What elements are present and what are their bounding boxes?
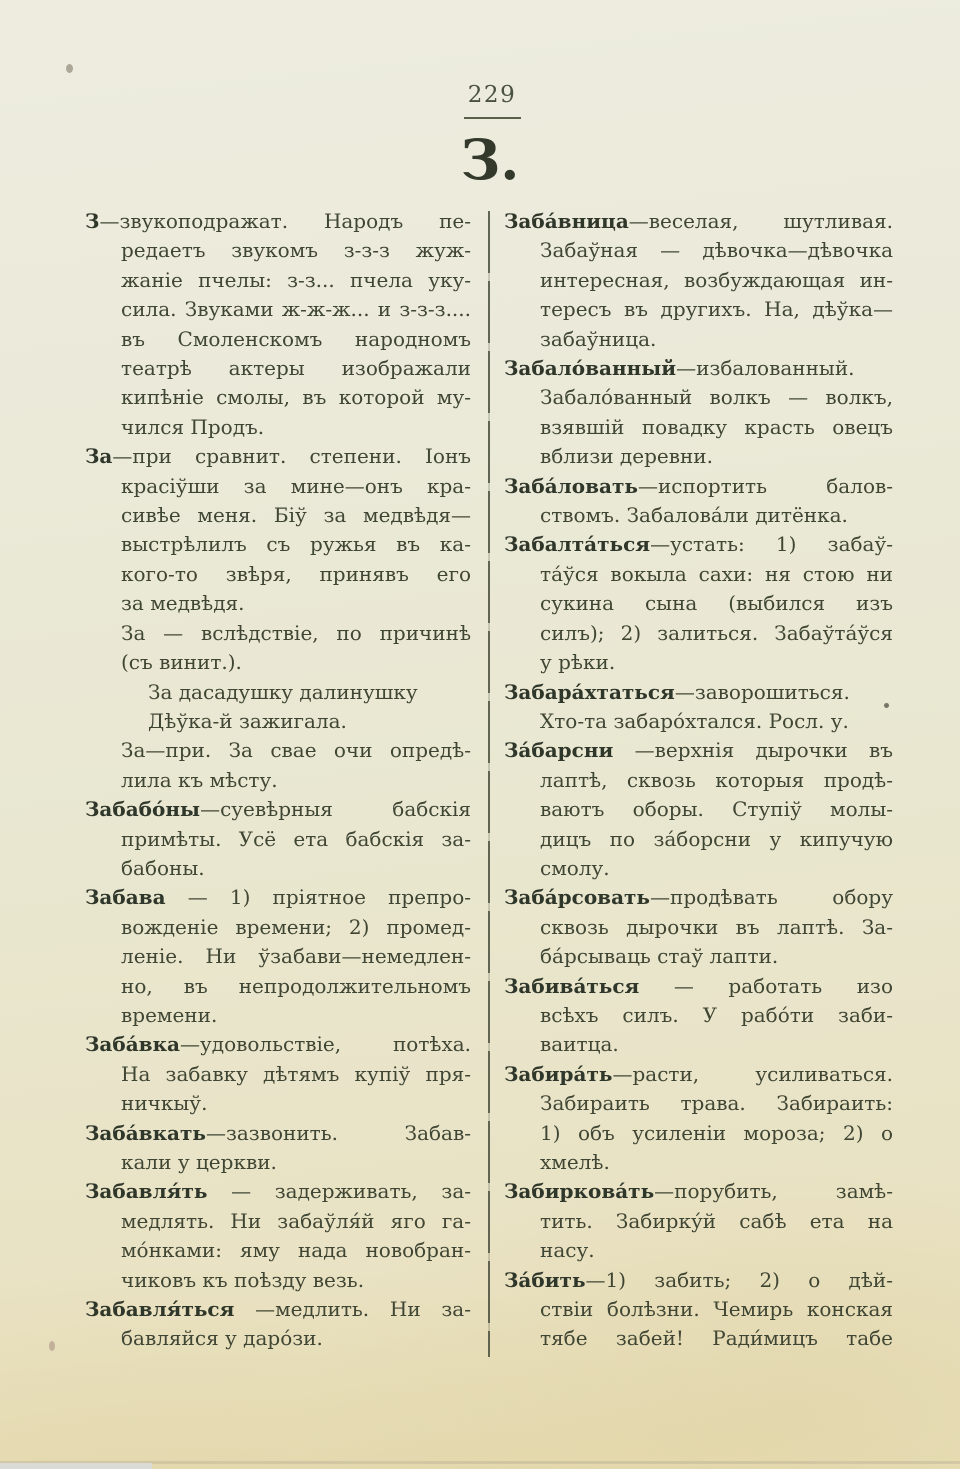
paper-speck — [66, 64, 73, 73]
entry-line: красіўши за мине—онъ кра- — [121, 473, 471, 498]
page-number: 229 — [467, 82, 517, 108]
entry-line: смолу. — [540, 855, 610, 880]
entry-line: выстрѣлилъ съ ружья въ ка- — [121, 532, 471, 557]
entry-line: та́ўся вокыла сахи: ня стою ни — [540, 561, 893, 586]
entry-line: интересная, возбуждающая ин- — [540, 267, 893, 292]
entry-line: За́барсни —верхнія дырочки въ — [504, 738, 893, 763]
entry-line: За дасадушку далинушку — [148, 679, 418, 704]
dictionary-entry — [85, 1119, 471, 1178]
entry-headword: Забава — [85, 885, 166, 910]
entry-headword: Забиркова́ть — [504, 1179, 655, 1204]
entry-line: кали у церкви. — [121, 1150, 277, 1174]
dictionary-entry — [85, 442, 471, 618]
entry-line: Дѣўка-й зажигала. — [148, 708, 347, 733]
entry-headword: Заба́вкать — [85, 1120, 206, 1145]
entry-line: за медвѣдя. — [121, 591, 245, 616]
entry-headword: Заба́вка — [85, 1032, 180, 1057]
entry-headword: Забабо́ны — [85, 797, 201, 822]
entry-line: Забабо́ны—суевѣрныя бабскія — [85, 797, 471, 822]
entry-line: За—при. За свае очи опредѣ- — [121, 738, 471, 763]
dictionary-entry — [85, 678, 471, 737]
entry-line: Забало́ванный—избалованный. — [504, 356, 855, 381]
entry-line: тересъ въ другихъ. На, дѣўка— — [540, 297, 893, 322]
entry-line: театрѣ актеры изображали — [121, 356, 471, 381]
entry-headword: Забара́хтаться — [504, 679, 675, 704]
entry-headword: З — [85, 209, 100, 233]
entry-line: Заба́рсовать—продѣвать обору — [504, 885, 893, 910]
entry-line: жаніе пчелы: з-з... пчела уку- — [121, 267, 471, 292]
entry-line: лила къ мѣсту. — [121, 767, 278, 792]
entry-line: 1) объ усиленіи мороза; 2) о — [540, 1120, 893, 1145]
dictionary-entry — [85, 1295, 471, 1354]
entry-line: лаптѣ, сквозь которыя продѣ- — [540, 767, 893, 792]
entry-line: тябе забей! Ради́мицъ табе — [540, 1326, 893, 1351]
entry-headword: Забало́ванный — [504, 356, 677, 381]
entry-line: бабоны. — [121, 855, 205, 880]
entry-line: Забира́ть—расти, усиливаться. — [504, 1061, 893, 1086]
entry-headword: За́барсни — [504, 738, 614, 763]
entry-line: ба́рсываць стаў лапти. — [540, 944, 779, 969]
entry-line: кипѣніе смолы, въ которой му- — [121, 385, 471, 410]
entry-headword: Забива́ться — [504, 973, 640, 998]
entry-line: ствіи болѣзни. Чемирь конская — [540, 1297, 893, 1322]
right-column — [504, 207, 893, 1354]
entry-line: З—звукоподражат. Народъ пе- — [85, 209, 471, 233]
dictionary-entry — [504, 354, 893, 472]
entry-line: хмелѣ. — [540, 1150, 610, 1174]
left-column — [85, 207, 471, 1354]
entry-line: всѣхъ силъ. У рабо́ти заби- — [540, 1002, 893, 1027]
entry-line: вблизи деревни. — [540, 444, 713, 469]
entry-line: редаетъ звукомъ з-з-з жуж- — [121, 238, 471, 263]
entry-line: примѣты. Усё ета бабскія за- — [121, 826, 471, 851]
page-number-rule — [464, 117, 521, 119]
entry-line: ваитца. — [540, 1032, 619, 1057]
entry-line: Забива́ться — работать изо — [504, 973, 893, 998]
dictionary-entry — [504, 1266, 893, 1354]
entry-line: сквозь дырочки въ лаптѣ. За- — [540, 914, 893, 939]
entry-line: Забалта́ться—устать: 1) забаў- — [504, 532, 893, 557]
dictionary-entry — [504, 972, 893, 1060]
entry-line: сила. Звуками ж-ж-ж... и з-з-з.... — [121, 297, 471, 322]
dictionary-entry — [85, 736, 471, 795]
entry-headword: Забавля́ться — [85, 1297, 235, 1322]
entry-line: сивѣе меня. Біў за медвѣдя— — [121, 503, 471, 528]
entry-line: Забиркова́ть—порубить, замѣ- — [504, 1179, 893, 1204]
entry-line: Заба́вкать—зазвонить. Забав- — [85, 1120, 471, 1145]
entry-line: За — вслѣдствіе, по причинѣ — [121, 620, 471, 645]
dictionary-entry — [504, 530, 893, 677]
entry-line: Забираить трава. Забираить: — [540, 1091, 893, 1116]
entry-headword: Забавля́ть — [85, 1179, 208, 1204]
entry-line: насу. — [540, 1238, 595, 1263]
dictionary-entry — [504, 207, 893, 354]
entry-line: ствомъ. Забалова́ли дитёнка. — [540, 503, 848, 528]
entry-line: Забара́хтаться—заворошиться. — [504, 679, 850, 704]
entry-line: Хто-та забаро́хтался. Росл. у. — [540, 708, 849, 733]
entry-line: взявшій повадку красть овецъ — [540, 414, 893, 439]
entry-headword: Заба́вница — [504, 209, 629, 233]
dictionary-entry — [85, 1030, 471, 1118]
entry-line: Забало́ванный волкъ — волкъ, — [540, 385, 893, 410]
entry-line: За—при сравнит. степени. Іонъ — [85, 444, 471, 469]
entry-line: кого-то звѣря, принявъ его — [121, 561, 471, 586]
section-letter-heading: З. — [460, 127, 520, 192]
entry-line: у рѣки. — [540, 650, 616, 675]
entry-line: За́бить—1) забить; 2) о дѣй- — [504, 1267, 893, 1292]
entry-headword: За́бить — [504, 1267, 586, 1292]
ink-dot — [884, 703, 889, 708]
entry-headword: Забира́ть — [504, 1061, 613, 1086]
entry-line: въ Смоленскомъ народномъ — [121, 326, 471, 351]
entry-line: леніе. Ни ўзабави—немедлен- — [121, 944, 471, 969]
dictionary-entry — [85, 207, 471, 442]
entry-line: сукина сына (выбился изъ — [540, 591, 893, 616]
column-divider-rule — [488, 211, 490, 1357]
dictionary-entry — [85, 1177, 471, 1295]
dictionary-entry — [85, 619, 471, 678]
entry-line: Заба́вка—удовольствіе, потѣха. — [85, 1032, 471, 1057]
scan-edge-strip — [0, 1463, 152, 1469]
entry-line: времени. — [121, 1002, 218, 1027]
entry-line: вожденіе времени; 2) промед- — [121, 914, 471, 939]
entry-line: (съ винит.). — [121, 650, 242, 675]
entry-headword: Заба́рсовать — [504, 885, 651, 910]
entry-line: Забавля́ть — задерживать, за- — [85, 1179, 471, 1204]
entry-line: но, въ непродолжительномъ — [121, 973, 471, 998]
dictionary-entry — [504, 883, 893, 971]
entry-line: Заба́ловать—испортить балов- — [504, 473, 893, 498]
entry-line: чиковъ къ поѣзду везь. — [121, 1267, 365, 1292]
entry-line: ваютъ оборы. Ступіў молы- — [540, 797, 893, 822]
entry-line: Забаўная — дѣвочка—дѣвочка — [540, 238, 893, 263]
dictionary-entry — [85, 883, 471, 1030]
entry-line: бавляйся у даро́зи. — [121, 1326, 323, 1351]
dictionary-entry — [504, 1177, 893, 1265]
entry-headword: Заба́ловать — [504, 473, 638, 498]
dictionary-entry — [504, 678, 893, 737]
dictionary-entry — [504, 472, 893, 531]
entry-line: Забава — 1) пріятное препро- — [85, 885, 471, 910]
entry-line: дицъ по за́борсни у кипучую — [540, 826, 893, 851]
entry-headword: За — [85, 444, 113, 469]
entry-line: забаўница. — [540, 326, 657, 351]
paper-speck — [49, 1341, 55, 1351]
entry-line: силъ); 2) залиться. Забаўта́ўся — [540, 620, 893, 645]
entry-line: Забавля́ться —медлить. Ни за- — [85, 1297, 471, 1322]
entry-line: медлять. Ни забаўля́й яго га- — [121, 1208, 471, 1233]
entry-line: На забавку дѣтямъ купіў пря- — [121, 1061, 471, 1086]
dictionary-entry — [85, 795, 471, 883]
dictionary-entry — [504, 1060, 893, 1178]
entry-line: чился Продъ. — [121, 414, 265, 439]
entry-line: Заба́вница—веселая, шутливая. — [504, 209, 893, 233]
dictionary-entry — [504, 736, 893, 883]
entry-line: мо́нками: яму нада новобран- — [121, 1238, 471, 1263]
entry-line: тить. Забирку́й сабѣ ета на — [540, 1208, 893, 1233]
entry-headword: Забалта́ться — [504, 532, 651, 557]
entry-line: ничкыў. — [121, 1091, 208, 1116]
